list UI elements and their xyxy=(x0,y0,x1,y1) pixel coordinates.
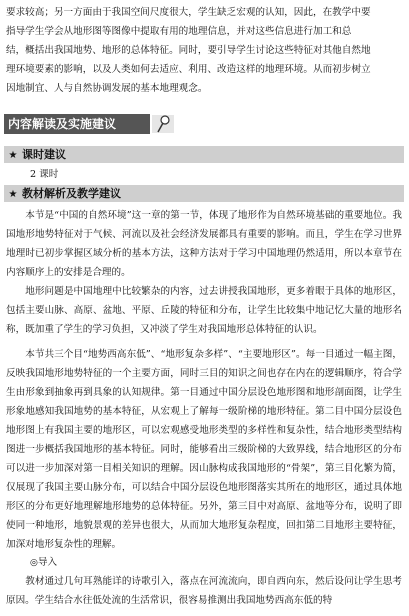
lead-heading-text: 导入 xyxy=(37,557,58,568)
intro-line: 指导学生学会从地形图等图像中提取有用的地理信息，并对这些信息进行加工和总 xyxy=(6,26,352,37)
intro-line: 理环境要素的影响，以及人类如何去适应、利用、改造这样的地理环境。从而初步树立 xyxy=(6,64,371,75)
intro-paragraph xyxy=(6,3,402,98)
analysis-paragraph-3: 本节共三个目“地势西高东低”、“地形复杂多样”、“主要地形区”。每一目通过一幅主图，反映我国地形地势特征的一个主要方面，同时三目的知识之间也存在内在的逻辑顺序，符合学生由形象到抽象再到具象的认知规律。第一目通过中国分层设色地形图和地形剖面图，让学生形象地感知我国地势的基本特征，从宏观上了解每一级阶梯的地形特征。第二目中国分层设色地形图上有我国主要的地形区，可以宏观感受地形类型的多样性和复杂性，结合地形类型结构图进一步概括我国地形的基本特征。同时，能够看出三级阶梯的大致界线，结合地形区的分布可以进一步加深对第一目相关知识的理解。因山脉构成我国地形的“骨架”，第三目化繁为简，仅展现了我国主要山脉分布，可以结合中国分层设色地形图落实其所在的地形区，通过具体地形区的分布更好地理解地形地势的总体特征。另外，第三目中对高原、盆地等分布，说明了即使同一种地形，地貌景观的差异也很大，从而加大地形复杂程度，回扣第二目地形主要特征，加深对地形复杂性的理解。 xyxy=(6,349,402,550)
lead-heading xyxy=(30,553,57,573)
intro-line: 因地制宜、人与自然协调发展的基本地理观念。 xyxy=(6,83,208,94)
hours-heading-text: 课时建议 xyxy=(22,148,66,161)
ring-marker: ◎ xyxy=(30,558,38,568)
star-icon: ★ xyxy=(8,189,18,200)
intro-line: 结，概括出我国地势、地形的总体特征。同时，要引导学生讨论这些特征对其他自然地 xyxy=(6,45,371,56)
star-icon: ★ xyxy=(8,150,18,161)
analysis-paragraph-1: 本节是“中国的自然环境”这一章的第一节，体现了地形作为自然环境基础的重要地位。我国地形地势特征对于气候、河流以及社会经济发展都具有重要的影响。而且，学生在学习世界地理时已初步掌握区域分析的基本方法，这种方法对于学习中国地理仍然适用，所以本章节在内容顺序上的安排是合理的。 xyxy=(6,210,402,278)
section-title: 内容解读及实施建议 xyxy=(4,114,150,134)
analysis-heading xyxy=(4,185,404,202)
lead-paragraph: 教材通过几句耳熟能详的诗歌引入，落点在河流流向，即自西向东，然后设问让学生思考原因。学生结合水往低处流的生活常识，很容易推测出我国地势西高东低的特 xyxy=(6,576,402,606)
pushpin-icon xyxy=(152,112,174,136)
hours-heading xyxy=(4,146,404,163)
analysis-heading-text: 教材解析及教学建议 xyxy=(22,187,121,200)
intro-line: 要求较高；另一方面由于我国空间尺度很大，学生缺乏宏观的认知，因此，在教学中要 xyxy=(6,7,371,18)
hours-value: 2 课时 xyxy=(30,169,59,180)
analysis-paragraph-2: 地形问题是中国地理中比较繁杂的内容，过去讲授我国地形，更多着眼于具体的地形区，包括主要山脉、高原、盆地、平原、丘陵的特征和分布，让学生比较集中地记忆大量的地形名称，既加重了学生的学习负担，又冲淡了学生对我国地形总体特征的认识。 xyxy=(6,286,402,335)
